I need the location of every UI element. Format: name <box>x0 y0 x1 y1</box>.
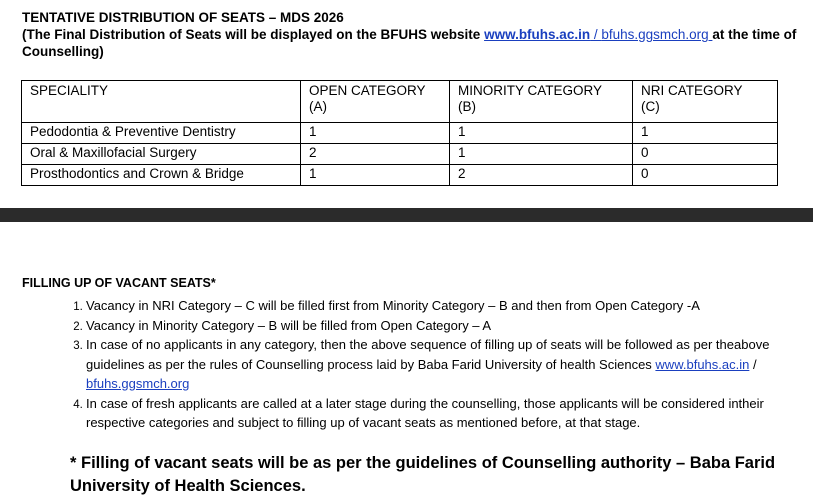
subtitle-prefix: (The Final Distribution of Seats will be displayed on the BFUHS website <box>22 27 485 42</box>
open-cell: 2 <box>301 144 450 165</box>
table-row <box>22 144 778 165</box>
seat-distribution-table <box>21 80 778 186</box>
ggsmch-link[interactable]: bfuhs.ggsmch.org <box>86 376 190 391</box>
ggsmch-link[interactable]: bfuhs.ggsmch.org <box>601 27 713 42</box>
open-cell: 1 <box>301 165 450 186</box>
nri-cell: 1 <box>633 123 778 144</box>
list-item: 1. Vacancy in NRI Category – C will be filled first from Minority Category – B and then from Open Category -A <box>86 296 786 316</box>
table-header-row <box>22 81 778 123</box>
header-speciality: SPECIALITY <box>22 81 301 123</box>
list-item: 4. In case of fresh applicants are called at a later stage during the counselling, those applicants will be considered intheir respective categories and subject to filling up of vacant seats as mentioned before, at that stage. <box>86 394 786 433</box>
vacant-rules-list <box>46 296 786 433</box>
bfuhs-link[interactable]: www.bfuhs.ac.in <box>484 27 591 42</box>
link-separator: / <box>590 27 602 42</box>
page-subtitle <box>22 26 802 60</box>
list-item: 2. Vacancy in Minority Category – B will be filled from Open Category – A <box>86 316 786 336</box>
table-row <box>22 165 778 186</box>
minority-cell: 2 <box>450 165 633 186</box>
header-minority-category: MINORITY CATEGORY (B) <box>450 81 633 123</box>
vacant-seats-heading: FILLING UP OF VACANT SEATS* <box>22 276 216 290</box>
speciality-cell: Prosthodontics and Crown & Bridge <box>22 165 301 186</box>
section-divider <box>0 208 813 222</box>
bfuhs-link[interactable]: www.bfuhs.ac.in <box>655 356 750 372</box>
nri-cell: 0 <box>633 144 778 165</box>
table-row <box>22 123 778 144</box>
minority-cell: 1 <box>450 144 633 165</box>
guideline-note: * Filling of vacant seats will be as per the guidelines of Counselling authority – Baba Farid University of Health Sciences. <box>70 454 776 495</box>
header-open-category: OPEN CATEGORY (A) <box>301 81 450 123</box>
page-title: TENTATIVE DISTRIBUTION OF SEATS – MDS 2026 <box>22 10 344 25</box>
nri-cell: 0 <box>633 165 778 186</box>
subtitle-suffix: at the time of Counselling) <box>22 27 797 59</box>
speciality-cell: Oral & Maxillofacial Surgery <box>22 144 301 165</box>
open-cell: 1 <box>301 123 450 144</box>
header-nri-category: NRI CATEGORY (C) <box>633 81 778 123</box>
minority-cell: 1 <box>450 123 633 144</box>
speciality-cell: Pedodontia & Preventive Dentistry <box>22 123 301 144</box>
list-item: 3. In case of no applicants in any category, then the above sequence of filling up of seats will be followed as per theabove guidelines as per the rules of Counselling process laid by Baba Farid University of health Sciences www.bfuhs.ac.in / bfuhs.ggsmch.org <box>86 335 786 394</box>
